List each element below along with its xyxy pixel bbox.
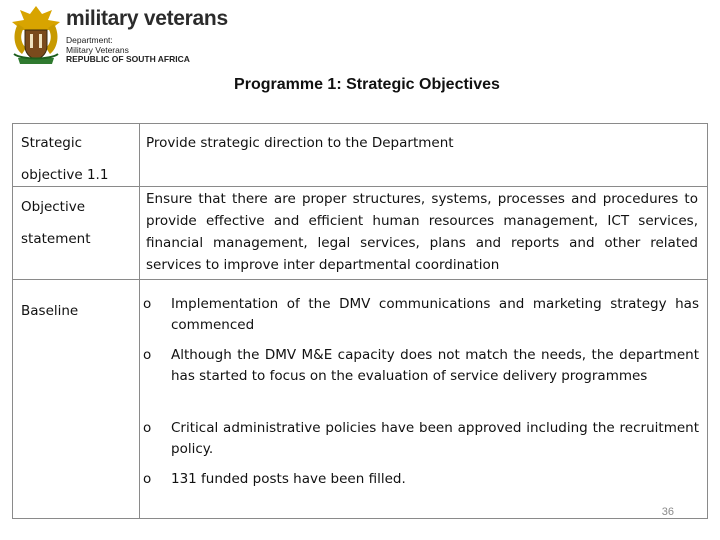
baseline-bullet-text-2: Although the DMV M&E capacity does not match the needs, the department has started to focus on the evaluation of service delivery programmes	[171, 347, 699, 384]
row2-label-line1: Objective	[21, 199, 86, 215]
row-divider-2	[13, 279, 707, 280]
row1-label	[21, 132, 133, 186]
brand-block	[66, 8, 228, 65]
baseline-bullet-4	[143, 469, 699, 490]
baseline-bullet-text-3: Critical administrative policies have been approved including the recruitment policy.	[171, 420, 699, 457]
baseline-bullet-text-1: Implementation of the DMV communications and marketing strategy has commenced	[171, 296, 699, 333]
row2-label	[21, 196, 133, 250]
page-title: Programme 1: Strategic Objectives	[234, 76, 500, 93]
column-divider	[139, 124, 140, 518]
row-divider-1	[13, 186, 707, 187]
bullet-marker: o	[143, 420, 152, 436]
brand-country: REPUBLIC OF SOUTH AFRICA	[66, 54, 190, 64]
row1-value: Provide strategic direction to the Department	[146, 135, 454, 151]
bullet-marker: o	[143, 471, 152, 487]
brand-name: military veterans	[66, 7, 228, 30]
baseline-bullet-1	[143, 294, 699, 336]
baseline-bullet-text-4: 131 funded posts have been filled.	[171, 471, 406, 487]
bullet-marker: o	[143, 296, 152, 312]
bullet-marker: o	[143, 347, 152, 363]
coat-of-arms-icon	[8, 4, 64, 66]
row1-label-line2: objective 1.1	[21, 167, 109, 183]
brand-department: Department:	[66, 35, 113, 45]
row3-label: Baseline	[21, 303, 79, 319]
page-number: 36	[661, 506, 674, 518]
brand-department-name: Military Veterans	[66, 44, 129, 55]
header	[8, 4, 228, 66]
objectives-table	[12, 123, 708, 519]
row1-label-line1: Strategic	[21, 135, 83, 151]
row2-label-line2: statement	[21, 231, 91, 247]
row2-value: Ensure that there are proper structures, systems, processes and procedures to provide effective and efficient human resources management, ICT services, financial management, legal services, plans and reports and other related services to improve inter departmental coordination	[146, 191, 698, 273]
baseline-bullet-2	[143, 345, 699, 387]
baseline-bullet-3	[143, 418, 699, 460]
